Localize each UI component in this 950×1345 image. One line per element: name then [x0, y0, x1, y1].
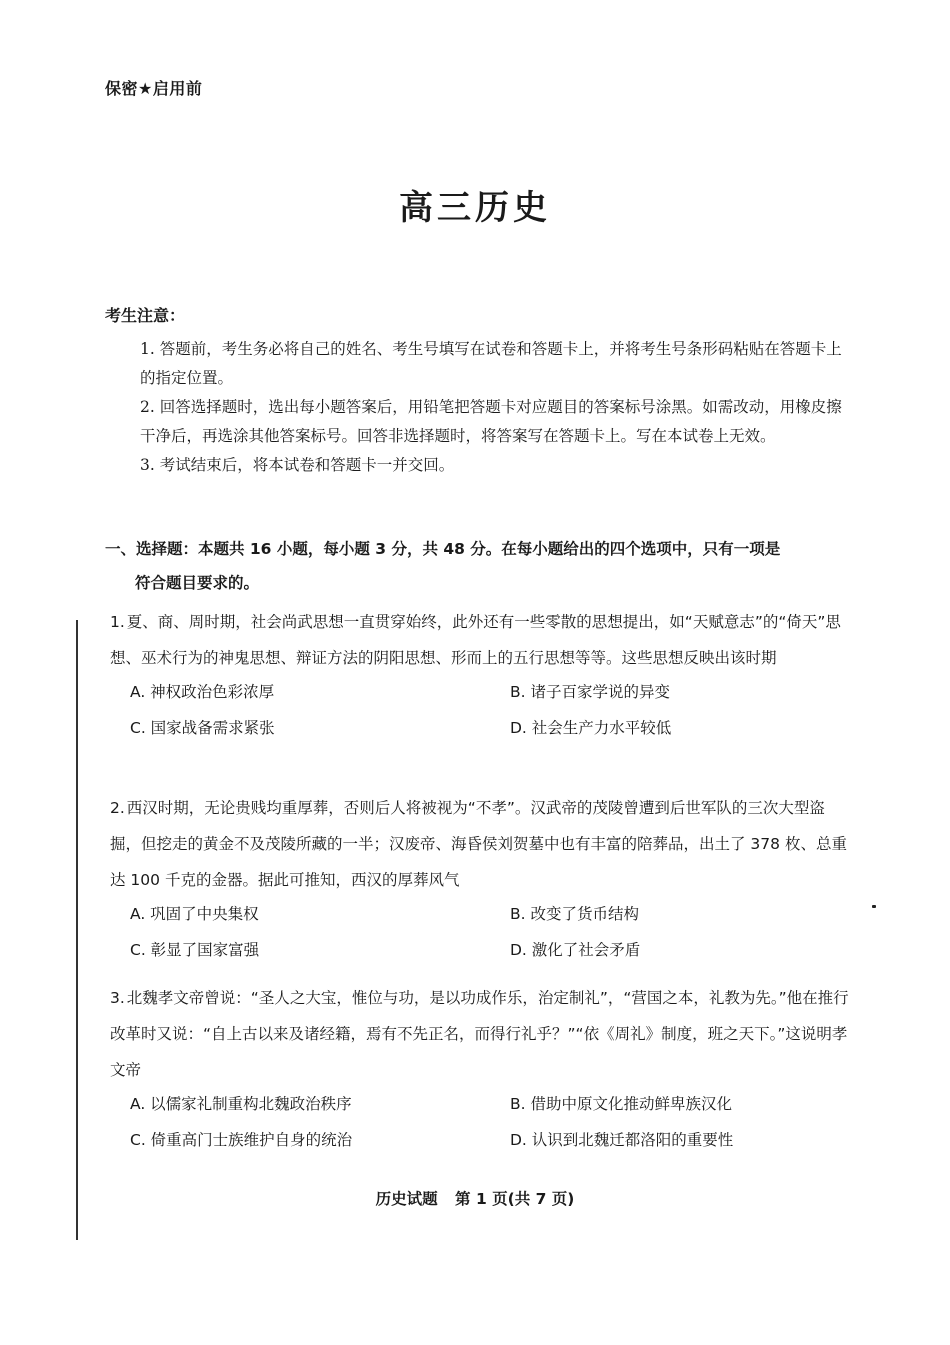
option-group [130, 1088, 855, 1162]
section-heading [105, 532, 855, 600]
notice-item: 3. 考试结束后，将本试卷和答题卡一并交回。 [140, 456, 455, 474]
confidential-label: 保密★启用前 [105, 79, 203, 98]
option-a[interactable]: A. 神权政治色彩浓厚 [130, 683, 275, 701]
footer-page-number: 第 1 页(共 7 页) [455, 1190, 575, 1208]
question-stem [110, 980, 855, 1088]
option-c[interactable]: C. 彰显了国家富强 [130, 941, 260, 959]
option-d[interactable]: D. 激化了社会矛盾 [510, 941, 641, 959]
page-footer [0, 1187, 950, 1209]
section-heading-line2: 符合题目要求的。 [135, 574, 260, 592]
question-text: 西汉时期，无论贵贱均重厚葬，否则后人将被视为“不孝”。汉武帝的茂陵曾遭到后世军队的三次大型盗掘，但挖走的黄金不及茂陵所藏的一半；汉废帝、海昏侯刘贺墓中也有丰富的陪葬品，出土了 378 枚、总重达 100 千克的金器。据此可推知，西汉的厚葬风气 [110, 799, 847, 889]
option-c[interactable]: C. 倚重高门士族维护自身的统治 [130, 1131, 353, 1149]
question-number: 2. [110, 799, 125, 817]
question-stem [110, 790, 855, 898]
option-a[interactable]: A. 巩固了中央集权 [130, 905, 259, 923]
footer-subject: 历史试题 [375, 1190, 438, 1208]
question-number: 3. [110, 989, 125, 1007]
notice-heading: 考生注意： [105, 306, 186, 325]
option-group [130, 676, 855, 750]
question-text: 夏、商、周时期，社会尚武思想一直贯穿始终，此外还有一些零散的思想提出，如“天赋意志”的“倚天”思想、巫术行为的神鬼思想、辩证方法的阴阳思想、形而上的五行思想等等。这些思想反映出该时期 [110, 613, 841, 667]
question-3 [110, 980, 855, 1162]
question-stem [110, 604, 855, 676]
option-b[interactable]: B. 借助中原文化推动鲜卑族汉化 [510, 1095, 732, 1113]
option-d[interactable]: D. 社会生产力水平较低 [510, 719, 672, 737]
option-d[interactable]: D. 认识到北魏迁都洛阳的重要性 [510, 1131, 734, 1149]
question-2 [110, 790, 855, 972]
question-number: 1. [110, 613, 125, 631]
notice-item: 1. 答题前，考生务必将自己的姓名、考生号填写在试卷和答题卡上，并将考生号条形码粘贴在答题卡上的指定位置。 [140, 340, 842, 387]
question-1 [110, 604, 855, 750]
option-c[interactable]: C. 国家战备需求紧张 [130, 719, 275, 737]
option-group [130, 898, 855, 972]
page-title: 高三历史 [399, 188, 551, 228]
option-b[interactable]: B. 改变了货币结构 [510, 905, 639, 923]
binding-line [76, 620, 78, 1240]
option-a[interactable]: A. 以儒家礼制重构北魏政治秩序 [130, 1095, 352, 1113]
section-heading-line1: 一、选择题：本题共 16 小题，每小题 3 分，共 48 分。在每小题给出的四个选项中，只有一项是 [105, 540, 781, 558]
question-text: 北魏孝文帝曾说：“圣人之大宝，惟位与功，是以功成作乐，治定制礼”，“营国之本，礼教为先。”他在推行改革时又说：“自上古以来及诸经籍，焉有不先正名，而得行礼乎？”“依《周礼》制度，班之天下。”这说明孝文帝 [110, 989, 849, 1079]
notice-list [140, 335, 855, 480]
option-b[interactable]: B. 诸子百家学说的异变 [510, 683, 670, 701]
scan-speck [872, 905, 876, 908]
notice-item: 2. 回答选择题时，选出每小题答案后，用铅笔把答题卡对应题目的答案标号涂黑。如需改动，用橡皮擦干净后，再选涂其他答案标号。回答非选择题时，将答案写在答题卡上。写在本试卷上无效。 [140, 398, 842, 445]
